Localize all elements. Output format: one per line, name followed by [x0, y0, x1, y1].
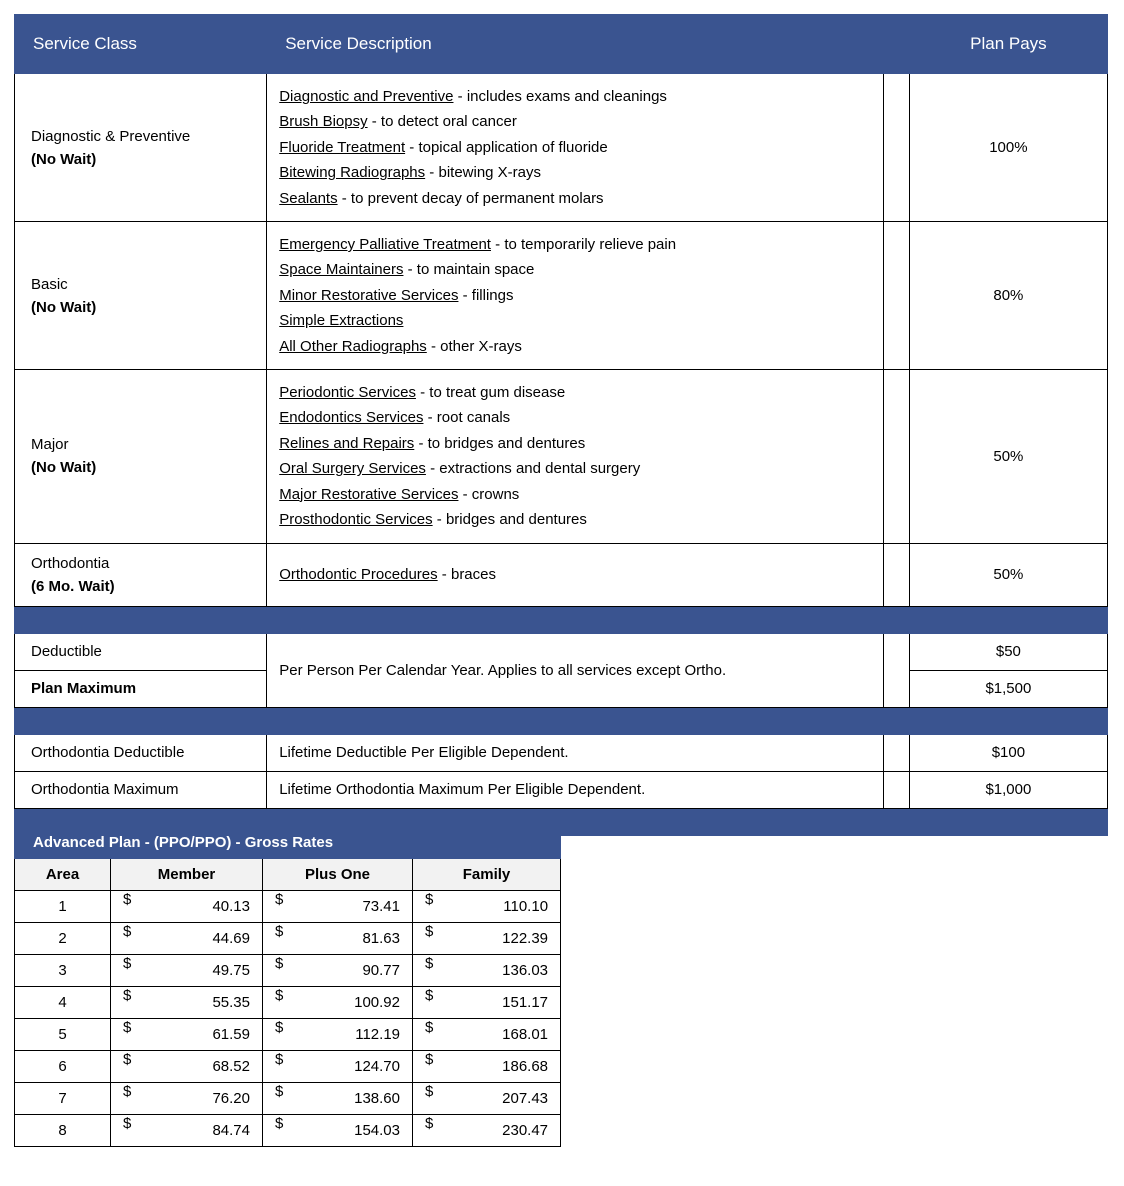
deductible-value: $50	[909, 633, 1107, 670]
rates-plus-one	[263, 891, 413, 923]
rates-header-row	[15, 859, 561, 891]
service-item	[279, 160, 883, 185]
rates-title-row	[15, 827, 561, 859]
currency-symbol: $	[425, 923, 434, 940]
amount-value: 230.47	[502, 1122, 549, 1139]
amount-value: 40.13	[212, 898, 250, 915]
service-class-wait: (6 Mo. Wait)	[31, 577, 115, 595]
currency-symbol: $	[123, 1115, 132, 1132]
header-service-class: Service Class	[15, 15, 267, 74]
currency-symbol: $	[275, 1019, 284, 1036]
rates-family	[413, 1051, 561, 1083]
amount-value: 136.03	[502, 962, 549, 979]
service-item	[279, 135, 883, 160]
service-item-term: Sealants	[279, 189, 338, 207]
service-class-wait: (No Wait)	[31, 150, 97, 168]
rates-plus-one	[263, 1051, 413, 1083]
rates-member	[111, 1083, 263, 1115]
ortho-label: Orthodontia Deductible	[15, 734, 267, 771]
rates-member	[111, 923, 263, 955]
service-item-term: Oral Surgery Services	[279, 460, 426, 478]
service-item-term: Fluoride Treatment	[279, 138, 406, 156]
service-item-detail: - root canals	[423, 409, 511, 427]
service-item-detail: - to prevent decay of permanent molars	[337, 189, 604, 207]
currency-symbol: $	[275, 1083, 284, 1100]
rates-header-member: Member	[111, 859, 263, 891]
section-divider-bar	[15, 707, 1108, 734]
currency-symbol: $	[425, 1019, 434, 1036]
benefits-header-row	[15, 15, 1108, 74]
service-item-term: Brush Biopsy	[279, 113, 368, 131]
service-class-wait: (No Wait)	[31, 459, 97, 477]
service-item-detail: - braces	[437, 565, 496, 583]
service-item	[279, 334, 883, 359]
service-description-cell	[267, 543, 884, 606]
currency-symbol: $	[123, 987, 132, 1004]
rates-plus-one	[263, 987, 413, 1019]
ortho-label: Orthodontia Maximum	[15, 771, 267, 808]
amount-value: 138.60	[354, 1090, 400, 1107]
service-item	[279, 84, 883, 109]
rates-area: 6	[15, 1051, 111, 1083]
currency-symbol: $	[123, 1051, 132, 1068]
currency-symbol: $	[123, 891, 132, 908]
spacer-cell	[883, 734, 909, 771]
currency-symbol: $	[275, 891, 284, 908]
rates-area: 7	[15, 1083, 111, 1115]
ortho-description: Lifetime Orthodontia Maximum Per Eligible Dependent.	[267, 771, 884, 808]
rates-row	[15, 1115, 561, 1147]
amount-value: 44.69	[212, 930, 250, 947]
rates-member	[111, 1051, 263, 1083]
service-item	[279, 380, 883, 405]
service-item-term: All Other Radiographs	[279, 337, 427, 355]
ortho-row	[15, 734, 1108, 771]
amount-value: 186.68	[502, 1058, 549, 1075]
service-item-detail: - to maintain space	[403, 261, 535, 279]
rates-family	[413, 955, 561, 987]
service-item	[279, 232, 883, 257]
plan-pays-value: 50%	[909, 370, 1107, 543]
rates-plus-one	[263, 1115, 413, 1147]
service-item	[279, 507, 883, 532]
service-class-cell	[15, 543, 267, 606]
amount-value: 154.03	[354, 1122, 400, 1139]
service-item-term: Space Maintainers	[279, 261, 404, 279]
rates-plus-one	[263, 1083, 413, 1115]
rates-title: Advanced Plan - (PPO/PPO) - Gross Rates	[15, 827, 561, 859]
spacer-cell	[883, 543, 909, 606]
service-item-detail: - bridges and dentures	[432, 511, 587, 529]
service-item	[279, 109, 883, 134]
service-class-wait: (No Wait)	[31, 298, 97, 316]
service-item-term: Diagnostic and Preventive	[279, 88, 454, 105]
header-service-description: Service Description	[267, 15, 884, 74]
plan-pays-value: 80%	[909, 222, 1107, 370]
rates-member	[111, 1115, 263, 1147]
deductible-label: Plan Maximum	[15, 670, 267, 707]
benefits-table-container	[14, 14, 1108, 836]
rates-table	[14, 826, 561, 1147]
amount-value: 55.35	[212, 994, 250, 1011]
currency-symbol: $	[425, 955, 434, 972]
amount-value: 49.75	[212, 962, 250, 979]
rates-member	[111, 891, 263, 923]
spacer-cell	[883, 74, 909, 222]
service-class-name: Major	[31, 436, 69, 454]
amount-value: 110.10	[503, 898, 549, 915]
rates-plus-one	[263, 955, 413, 987]
amount-value: 112.19	[355, 1026, 400, 1043]
amount-value: 81.63	[362, 930, 400, 947]
ortho-value: $100	[909, 734, 1107, 771]
header-plan-pays: Plan Pays	[909, 15, 1107, 74]
service-item	[279, 257, 883, 282]
rates-area: 1	[15, 891, 111, 923]
service-item	[279, 482, 883, 507]
service-item-term: Emergency Palliative Treatment	[279, 236, 491, 254]
service-item-detail: - to bridges and dentures	[414, 434, 586, 452]
plan-pays-value: 100%	[909, 74, 1107, 222]
rates-header-plus-one: Plus One	[263, 859, 413, 891]
currency-symbol: $	[425, 1051, 434, 1068]
service-item	[279, 431, 883, 456]
currency-symbol: $	[275, 1115, 284, 1132]
service-item-detail: - to detect oral cancer	[367, 113, 517, 131]
currency-symbol: $	[425, 891, 434, 908]
rates-member	[111, 955, 263, 987]
rates-area: 5	[15, 1019, 111, 1051]
rates-header-family: Family	[413, 859, 561, 891]
rates-row	[15, 1019, 561, 1051]
service-description-cell	[267, 222, 884, 370]
service-item-term: Simple Extractions	[279, 312, 404, 330]
service-item-detail: - fillings	[458, 286, 514, 304]
service-class-name: Basic	[31, 275, 68, 293]
rates-member	[111, 987, 263, 1019]
service-item	[279, 186, 883, 211]
ortho-row	[15, 771, 1108, 808]
rates-family	[413, 987, 561, 1019]
service-item	[279, 308, 883, 333]
service-item	[279, 405, 883, 430]
currency-symbol: $	[275, 987, 284, 1004]
service-item-term: Periodontic Services	[279, 384, 416, 402]
amount-value: 73.41	[362, 898, 400, 915]
rates-family	[413, 891, 561, 923]
spacer-cell	[883, 370, 909, 543]
amount-value: 122.39	[502, 930, 549, 947]
service-item	[279, 456, 883, 481]
rates-area: 8	[15, 1115, 111, 1147]
spacer-cell	[883, 222, 909, 370]
service-class-row	[15, 222, 1108, 370]
amount-value: 90.77	[362, 962, 400, 979]
rates-family	[413, 923, 561, 955]
rates-member	[111, 1019, 263, 1051]
service-class-cell	[15, 74, 267, 222]
rates-area: 2	[15, 923, 111, 955]
rates-family	[413, 1115, 561, 1147]
ortho-value: $1,000	[909, 771, 1107, 808]
amount-value: 100.92	[354, 994, 400, 1011]
amount-value: 168.01	[502, 1026, 549, 1043]
rates-plus-one	[263, 1019, 413, 1051]
currency-symbol: $	[275, 955, 284, 972]
rates-row	[15, 891, 561, 923]
rates-row	[15, 987, 561, 1019]
service-item-term: Minor Restorative Services	[279, 286, 459, 304]
amount-value: 61.59	[212, 1026, 250, 1043]
service-item-detail: - bitewing X-rays	[425, 164, 542, 182]
service-item-term: Relines and Repairs	[279, 434, 415, 452]
amount-value: 124.70	[354, 1058, 400, 1075]
currency-symbol: $	[123, 923, 132, 940]
currency-symbol: $	[425, 1115, 434, 1132]
amount-value: 84.74	[212, 1122, 250, 1139]
rates-plus-one	[263, 923, 413, 955]
rates-header-area: Area	[15, 859, 111, 891]
service-item-detail: - to temporarily relieve pain	[490, 236, 677, 254]
service-class-cell	[15, 222, 267, 370]
service-item-detail: - topical application of fluoride	[405, 138, 608, 156]
amount-value: 68.52	[212, 1058, 250, 1075]
service-item-detail: - other X-rays	[426, 337, 522, 355]
rates-row	[15, 1051, 561, 1083]
service-item-term: Prosthodontic Services	[279, 511, 433, 529]
currency-symbol: $	[123, 955, 132, 972]
amount-value: 207.43	[502, 1090, 549, 1107]
deductible-description: Per Person Per Calendar Year. Applies to all services except Ortho.	[267, 633, 884, 707]
currency-symbol: $	[123, 1019, 132, 1036]
service-item-detail: - crowns	[458, 485, 520, 503]
deductible-row	[15, 633, 1108, 670]
service-class-cell	[15, 370, 267, 543]
rates-family	[413, 1019, 561, 1051]
service-class-row	[15, 543, 1108, 606]
rates-row	[15, 1083, 561, 1115]
rates-table-container	[14, 826, 560, 1147]
service-item-term: Orthodontic Procedures	[279, 565, 438, 583]
service-item-term: Endodontics Services	[279, 409, 424, 427]
service-class-row	[15, 370, 1108, 543]
rates-row	[15, 955, 561, 987]
service-class-name: Orthodontia	[31, 554, 110, 572]
amount-value: 76.20	[212, 1090, 250, 1107]
deductible-value: $1,500	[909, 670, 1107, 707]
service-item	[279, 562, 883, 587]
service-class-row	[15, 74, 1108, 222]
rates-family	[413, 1083, 561, 1115]
ortho-description: Lifetime Deductible Per Eligible Dependent.	[267, 734, 884, 771]
header-spacer	[883, 15, 909, 74]
spacer-cell	[883, 771, 909, 808]
currency-symbol: $	[123, 1083, 132, 1100]
plan-pays-value: 50%	[909, 543, 1107, 606]
amount-value: 151.17	[502, 994, 549, 1011]
rates-area: 4	[15, 987, 111, 1019]
currency-symbol: $	[425, 1083, 434, 1100]
service-description-cell	[267, 370, 884, 543]
service-class-name: Diagnostic & Preventive	[31, 127, 191, 145]
service-item-term: Major Restorative Services	[279, 485, 459, 503]
service-description-cell	[267, 74, 884, 222]
service-item	[279, 283, 883, 308]
deductible-label: Deductible	[15, 633, 267, 670]
benefits-table	[14, 14, 1108, 836]
spacer-cell	[883, 633, 909, 707]
currency-symbol: $	[275, 923, 284, 940]
service-item-detail: - to treat gum disease	[415, 384, 566, 402]
service-item-detail: - extractions and dental surgery	[425, 460, 641, 478]
section-divider-bar	[15, 606, 1108, 633]
divider-bar-cell	[15, 606, 1108, 633]
rates-row	[15, 923, 561, 955]
service-item-term: Bitewing Radiographs	[279, 164, 426, 182]
currency-symbol: $	[275, 1051, 284, 1068]
service-item-detail: - includes exams and cleanings	[453, 88, 667, 105]
rates-area: 3	[15, 955, 111, 987]
currency-symbol: $	[425, 987, 434, 1004]
divider-bar-cell	[15, 707, 1108, 734]
